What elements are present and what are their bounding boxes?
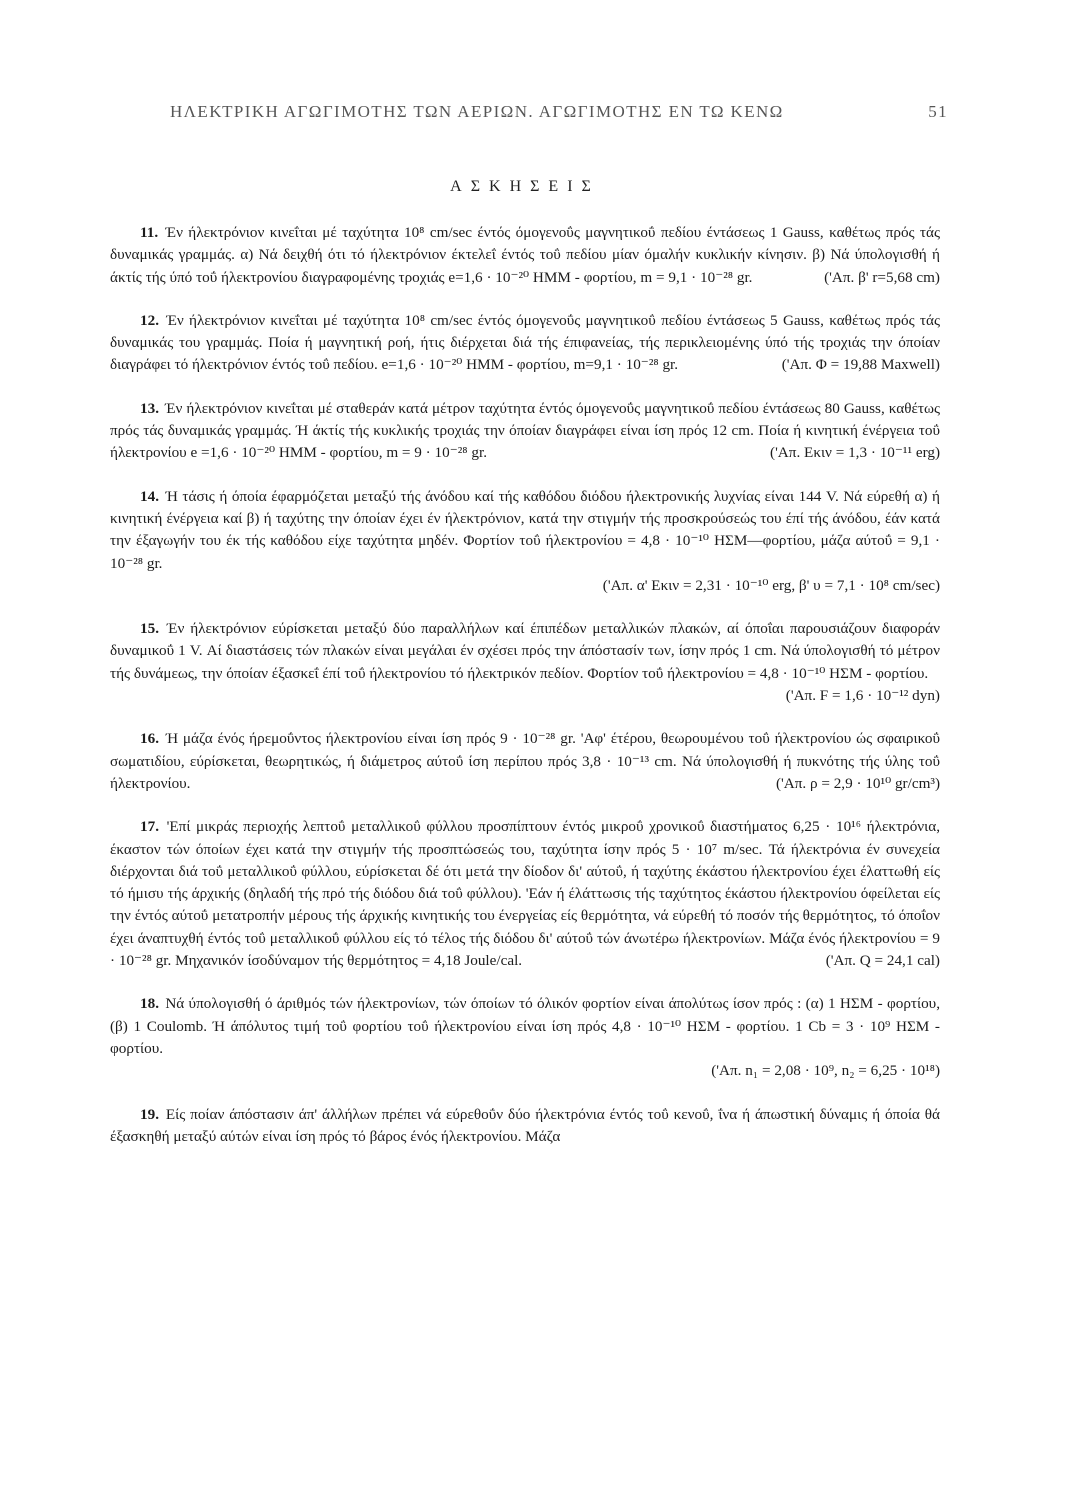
page [110, 96, 948, 1169]
section-title: ΑΣΚΗΣΕΙΣ [450, 178, 600, 195]
exercise-text: Έν ήλεκτρόνιον κινεΐται μέ ταχύτητα 10⁸ cm/sec έντός όμογενοΰς μαγνητικοΰ πεδίου έντάσεως 1 Gauss, καθέτως πρός τάς δυναμικάς γραμμάς. α) Νά δειχθή ότι τό ήλεκτρόνιον έκτελεΐ έντός τοΰ πεδίου μίαν όμαλήν κυκλικήν κίνησιν. β) Νά ύπολογισθή ή άκτίς τής ύπό τοΰ ήλεκτρονίου διαγραφομένης τροχιάς e=1,6 · 10⁻²⁰ ΗΜΜ - φορτίου, m = 9,1 · 10⁻²⁸ gr. [110, 224, 941, 286]
exercise-18 [110, 993, 940, 1082]
exercise-13 [110, 398, 940, 465]
exercise-answer: ('Απ. ρ = 2,9 · 10¹⁰ gr/cm³) [775, 774, 940, 792]
running-head [110, 96, 948, 126]
exercise-text: Είς ποίαν άπόστασιν άπ' άλλήλων πρέπει νά εύρεθοΰν δύο ήλεκτρόνια έντός τοΰ κενοΰ, ΐνα ή άπωστική δύναμις ή όποία θά έξασκηθή μεταξύ αύτών είναι ίση πρός τό βάρος ένός ήλεκτρονίου. Μάζα [110, 1105, 940, 1145]
exercise-answer: ('Απ. Q = 24,1 cal) [825, 952, 940, 970]
exercise-number: 17. [140, 818, 159, 836]
exercise-number: 11. [140, 224, 159, 241]
exercise-answer: ('Απ. n₁ = 2,08 · 10⁹, n₂ = 6,25 · 10¹⁸) [711, 1062, 940, 1080]
exercise-number: 18. [140, 995, 159, 1013]
exercise-14 [110, 486, 940, 597]
exercise-12 [110, 310, 940, 377]
exercise-text: Έν ήλεκτρόνιον κινεΐται μέ σταθεράν κατά μέτρον ταχύτητα έντός όμογενοΰς μαγνητικοΰ πεδίου έντάσεως 80 Gauss, καθέτως πρός τάς δυναμικάς γραμμάς. Ή άκτίς τής κυκλικής τροχιάς την όποίαν διαγράφει είναι ίση πρός 12 cm. Ποία ή κινητική ένέργεια τοΰ ήλεκτρονίου e =1,6 · 10⁻²⁰ ΗΜΜ - φορτίου, m = 9 · 10⁻²⁸ gr. [110, 399, 940, 462]
exercise-answer: ('Απ. β' r=5,68 cm) [824, 268, 940, 286]
exercise-number: 12. [140, 311, 159, 329]
exercise-11 [110, 222, 940, 289]
exercise-text: Ή τάσις ή όποία έφαρμόζεται μεταξύ τής άνόδου καί τής καθόδου διόδου ήλεκτρονικής λυχνίας είναι 144 V. Νά εύρεθή α) ή κινητική ένέργεια καί β) ή ταχύτης την όποίαν έχει έν ήλεκτρόνιον, κατά την στιγμήν τής προσκρούσεώς του έπί τής άνόδου, έάν κατά την έξαγωγήν του έκ τής καθόδου είχε ταχύτητα μηδέν. Φορτίον τοΰ ήλεκτρονίου = 4,8 · 10⁻¹⁰ ΗΣΜ—φορτίου, μάζα αύτοΰ = 9,1 · 10⁻²⁸ gr. [110, 487, 941, 572]
exercise-number: 13. [140, 399, 159, 417]
exercise-number: 19. [140, 1105, 159, 1123]
running-title: ΗΛΕΚΤΡΙΚΗ ΑΓΩΓΙΜΟΤΗΣ ΤΩΝ ΑΕΡΙΩΝ. ΑΓΩΓΙΜΟΤΗΣ ΕΝ ΤΩ ΚΕΝΩ [170, 102, 784, 121]
exercise-text: Ή μάζα ένός ήρεμοΰντος ήλεκτρονίου είναι ίση πρός 9 · 10⁻²⁸ gr. 'Αφ' έτέρου, θεωρουμένου τοΰ ήλεκτρονίου ώς σφαιρικοΰ σωματιδίου, εύρίσκεται, θεωρητικώς, ή διάμετρος αύτοΰ ίση περίπου πρός 3,8 · 10⁻¹³ cm. Νά ύπολογισθή ή πυκνότης τής ύλης τοΰ ήλεκτρονίου. [110, 730, 940, 792]
exercise-answer: ('Απ. Eκιν = 1,3 · 10⁻¹¹ erg) [770, 444, 940, 462]
exercise-text: 'Επί μικράς περιοχής λεπτοΰ μεταλλικοΰ φύλλου προσπίπτουν έντός μικροΰ χρονικοΰ διαστήματος 6,25 · 10¹⁶ ήλεκτρόνια, έκαστον τών όποίων έχει κατά την στιγμήν τής προσπτώσεώς του, ταχύτητα ίσην πρός 5 · 10⁷ m/sec. Τά ήλεκτρόνια έν συνεχεία διέρχονται διά τοΰ μεταλλικοΰ φύλλου, εύρίσκεται δέ ότι μετά την δίοδον δι' αύτοΰ, ή ταχύτης έκάστου ήλεκτρονίου έχει έλαττωθή είς τό ήμισυ τής άρχικής (δηλαδή τής πρό τής διόδου διά τοΰ φύλλου). 'Εάν ή έλάττωσις τής ταχύτητος έκάστου ήλεκτρονίου όφείλεται είς την έντός αύτοΰ μετατροπήν μέρους τής άρχικής κινητικής του ένεργείας είς θερμότητα, νά εύρεθή τό ποσόν τής θερμότητος, τό όποΐον έχει άναπτυχθή έντός τοΰ μεταλλικοΰ φύλλου είς τό τέλος τής διόδου δι' αύτοΰ τών άνωτέρω ήλεκτρονίων. Μάζα ένός ήλεκτρονίου = 9 · 10⁻²⁸ gr. Μηχανικόν ίσοδύναμον τής θερμότητος = 4,18 Joule/cal. [110, 818, 940, 970]
exercise-19 [110, 1104, 940, 1149]
exercise-answer: ('Απ. α' Eκιν = 2,31 · 10⁻¹⁰ erg, β' υ = 7,1 · 10⁸ cm/sec) [602, 576, 940, 594]
exercise-17 [110, 816, 940, 972]
exercise-16 [110, 728, 940, 795]
exercise-number: 15. [140, 620, 159, 638]
exercise-text: Έν ήλεκτρόνιον εύρίσκεται μεταξύ δύο παραλλήλων καί έπιπέδων μεταλλικών πλακών, αί όποΐαι παρουσιάζουν διαφοράν δυναμικοΰ 1 V. Αί διαστάσεις τών πλακών είναι μεγάλαι έν σχέσει πρός την άπόστασίν των, ίσην πρός 1 cm. Νά ύπολογισθή τό μέτρον τής δυνάμεως, την όποίαν έξασκεΐ έπί τοΰ ήλεκτρονίου τό ήλεκτρικόν πεδίον. Φορτίον τοΰ ήλεκτρονίου = 4,8 · 10⁻¹⁰ ΗΣΜ - φορτίου. [110, 620, 941, 682]
exercise-number: 14. [140, 487, 159, 505]
exercise-number: 16. [140, 730, 159, 748]
exercise-text: Έν ήλεκτρόνιον κινεΐται μέ ταχύτητα 10⁸ cm/sec έντός όμογενοΰς μαγνητικοΰ πεδίου έντάσεως 5 Gauss, καθέτως πρός τάς δυναμικάς του γραμμάς. Ποία ή μαγνητική ροή, ήτις διέρχεται διά τής έπιφανείας, τής περικλειομένης ύπό τής τροχιάς την όποίαν διαγράφει τό ήλεκτρόνιον έντός τοΰ πεδίου. e=1,6 · 10⁻²⁰ ΗΜΜ - φορτίου, m=9,1 · 10⁻²⁸ gr. [110, 311, 941, 374]
exercise-answer: ('Απ. F = 1,6 · 10⁻¹² dyn) [785, 687, 940, 705]
page-number: 51 [928, 102, 948, 121]
exercise-text: Νά ύπολογισθή ό άριθμός τών ήλεκτρονίων, τών όποίων τό όλικόν φορτίον είναι άπολύτως ίσον πρός : (α) 1 ΗΣΜ - φορτίου, (β) 1 Coulomb. Ή άπόλυτος τιμή τοΰ φορτίου τοΰ ήλεκτρονίου είναι ίση πρός 4,8 · 10⁻¹⁰ ΗΣΜ - φορτίου. 1 Cb = 3 · 10⁹ ΗΣΜ - φορτίου. [110, 995, 940, 1057]
exercise-15 [110, 618, 940, 707]
exercise-answer: ('Απ. Φ = 19,88 Maxwell) [781, 356, 940, 374]
